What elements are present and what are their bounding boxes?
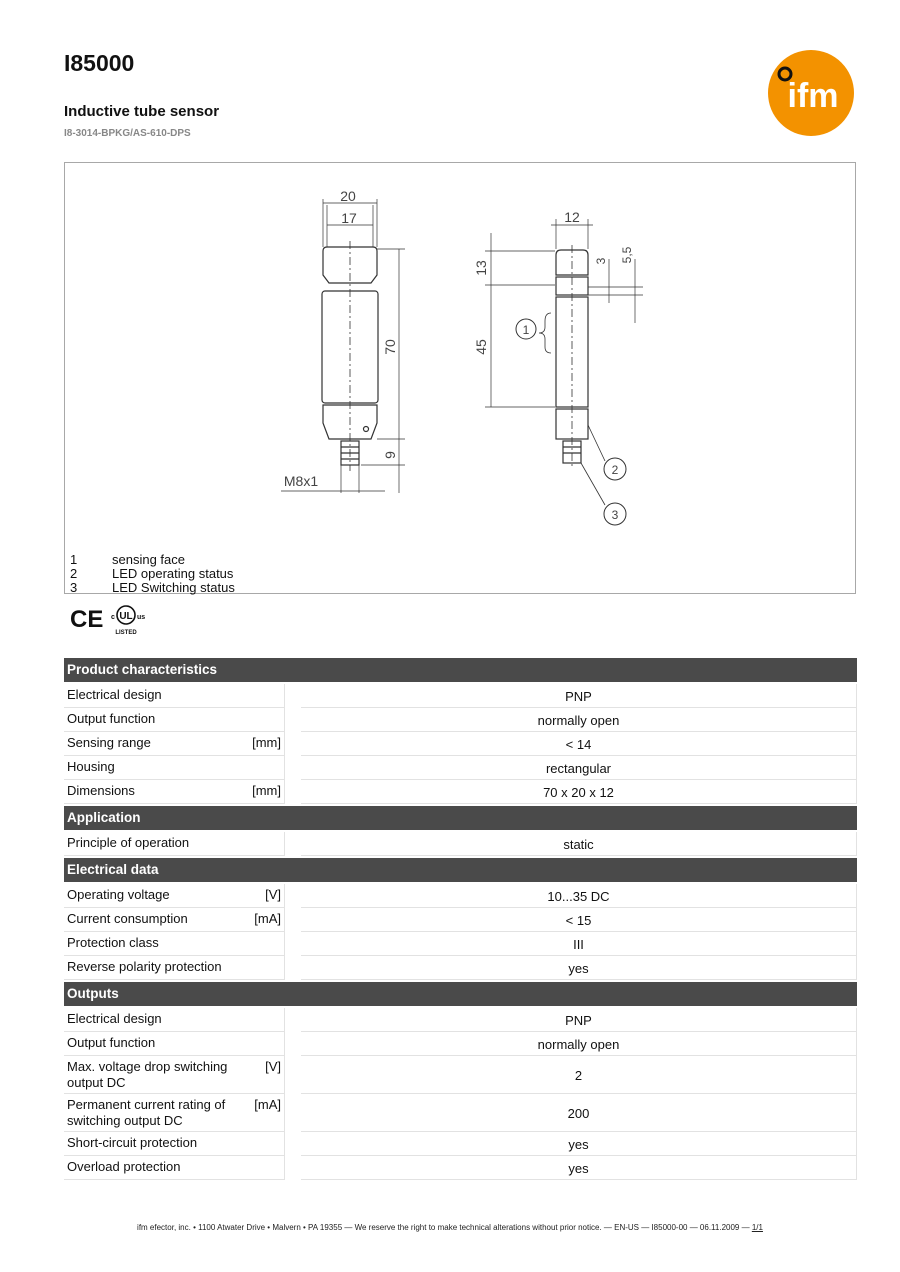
specification-table	[64, 658, 857, 1182]
section-header: Application	[64, 806, 857, 830]
section-outputs	[64, 982, 857, 1180]
row-value: yes	[301, 1132, 857, 1156]
product-name: Inductive tube sensor	[64, 103, 220, 120]
callout-2: 2	[611, 463, 619, 477]
legend-item	[70, 567, 235, 581]
dim-length-70: 70	[382, 339, 398, 355]
certification-marks	[66, 600, 166, 640]
row-label: Electrical design	[64, 1008, 285, 1032]
dim-offset-3: 3	[594, 257, 608, 265]
ifm-logo	[767, 50, 855, 136]
row-value: 70 x 20 x 12	[301, 780, 857, 804]
dim-body-45: 45	[473, 339, 489, 355]
section-product-characteristics	[64, 658, 857, 804]
page-mark: 1/1	[751, 1223, 763, 1232]
dim-depth-12: 12	[564, 209, 580, 225]
table-row	[64, 832, 857, 856]
technical-drawing	[65, 163, 857, 595]
row-label: Short-circuit protection	[64, 1132, 285, 1156]
row-label: Dimensions [mm]	[64, 780, 285, 804]
row-value: rectangular	[301, 756, 857, 780]
table-row	[64, 1032, 857, 1056]
table-row	[64, 708, 857, 732]
ul-listed-text: LISTED	[115, 630, 137, 636]
dim-offset-5-5: 5,5	[620, 246, 634, 264]
callout-3: 3	[611, 508, 619, 522]
section-header: Outputs	[64, 982, 857, 1006]
table-row	[64, 932, 857, 956]
row-value: < 14	[301, 732, 857, 756]
legend-text: sensing face	[112, 552, 185, 567]
row-label: Protection class	[64, 932, 285, 956]
row-label: Overload protection	[64, 1156, 285, 1180]
section-electrical-data	[64, 858, 857, 980]
section-header: Product characteristics	[64, 658, 857, 682]
dimension-drawing	[64, 162, 856, 594]
row-label: Operating voltage [V]	[64, 884, 285, 908]
table-row	[64, 756, 857, 780]
row-label: Max. voltage drop switching output DC [V]	[64, 1056, 285, 1094]
dim-width-20: 20	[340, 188, 356, 204]
row-value: 200	[301, 1094, 857, 1132]
table-row	[64, 1094, 857, 1132]
drawing-legend	[70, 553, 235, 595]
row-value: III	[301, 932, 857, 956]
dim-width-17: 17	[341, 210, 357, 226]
row-value: PNP	[301, 684, 857, 708]
table-row	[64, 956, 857, 980]
row-value: normally open	[301, 1032, 857, 1056]
row-value: 2	[301, 1056, 857, 1094]
article-number: I85000	[64, 50, 135, 76]
row-label: Principle of operation	[64, 832, 285, 856]
ce-mark-icon: CE	[70, 606, 104, 633]
row-label: Output function	[64, 1032, 285, 1056]
row-value: < 15	[301, 908, 857, 932]
legend-number: 3	[70, 580, 78, 595]
legend-item	[70, 581, 235, 595]
legend-number: 1	[70, 552, 78, 567]
logo-text: ifm	[787, 77, 839, 115]
legend-item	[70, 553, 235, 567]
ul-c-text: c	[111, 614, 115, 621]
callout-1: 1	[522, 323, 530, 337]
legend-text: LED Switching status	[112, 580, 235, 595]
section-header: Electrical data	[64, 858, 857, 882]
section-application	[64, 806, 857, 856]
row-label: Reverse polarity protection	[64, 956, 285, 980]
dim-connector-9: 9	[382, 451, 398, 459]
row-value: yes	[301, 1156, 857, 1180]
row-value: static	[301, 832, 857, 856]
row-label: Electrical design	[64, 684, 285, 708]
row-value: yes	[301, 956, 857, 980]
footer-text: ifm efector, inc. • 1100 Atwater Drive • Malvern • PA 19355 — We reserve the right to make technical alterations without prior notice. — EN-US — I85000-00 — 06.11.2009 —	[137, 1223, 750, 1232]
dim-thread: M8x1	[283, 473, 319, 489]
row-label: Current consumption [mA]	[64, 908, 285, 932]
table-row	[64, 684, 857, 708]
row-label: Output function	[64, 708, 285, 732]
row-value: normally open	[301, 708, 857, 732]
table-row	[64, 908, 857, 932]
ul-mark-icon: UL	[119, 611, 133, 622]
row-label: Permanent current rating of switching output DC [mA]	[64, 1094, 285, 1132]
legend-number: 2	[70, 566, 78, 581]
row-label: Sensing range [mm]	[64, 732, 285, 756]
product-code: I8-3014-BPKG/AS-610-DPS	[64, 128, 191, 139]
table-row	[64, 732, 857, 756]
table-row	[64, 1156, 857, 1180]
table-row	[64, 780, 857, 804]
table-row	[64, 884, 857, 908]
table-row	[64, 1132, 857, 1156]
legend-text: LED operating status	[112, 566, 234, 581]
table-row	[64, 1056, 857, 1094]
row-label: Housing	[64, 756, 285, 780]
row-value: PNP	[301, 1008, 857, 1032]
dim-head-13: 13	[473, 260, 489, 276]
ul-us-text: us	[137, 614, 146, 621]
row-value: 10...35 DC	[301, 884, 857, 908]
table-row	[64, 1008, 857, 1032]
page-footer	[0, 1223, 900, 1232]
